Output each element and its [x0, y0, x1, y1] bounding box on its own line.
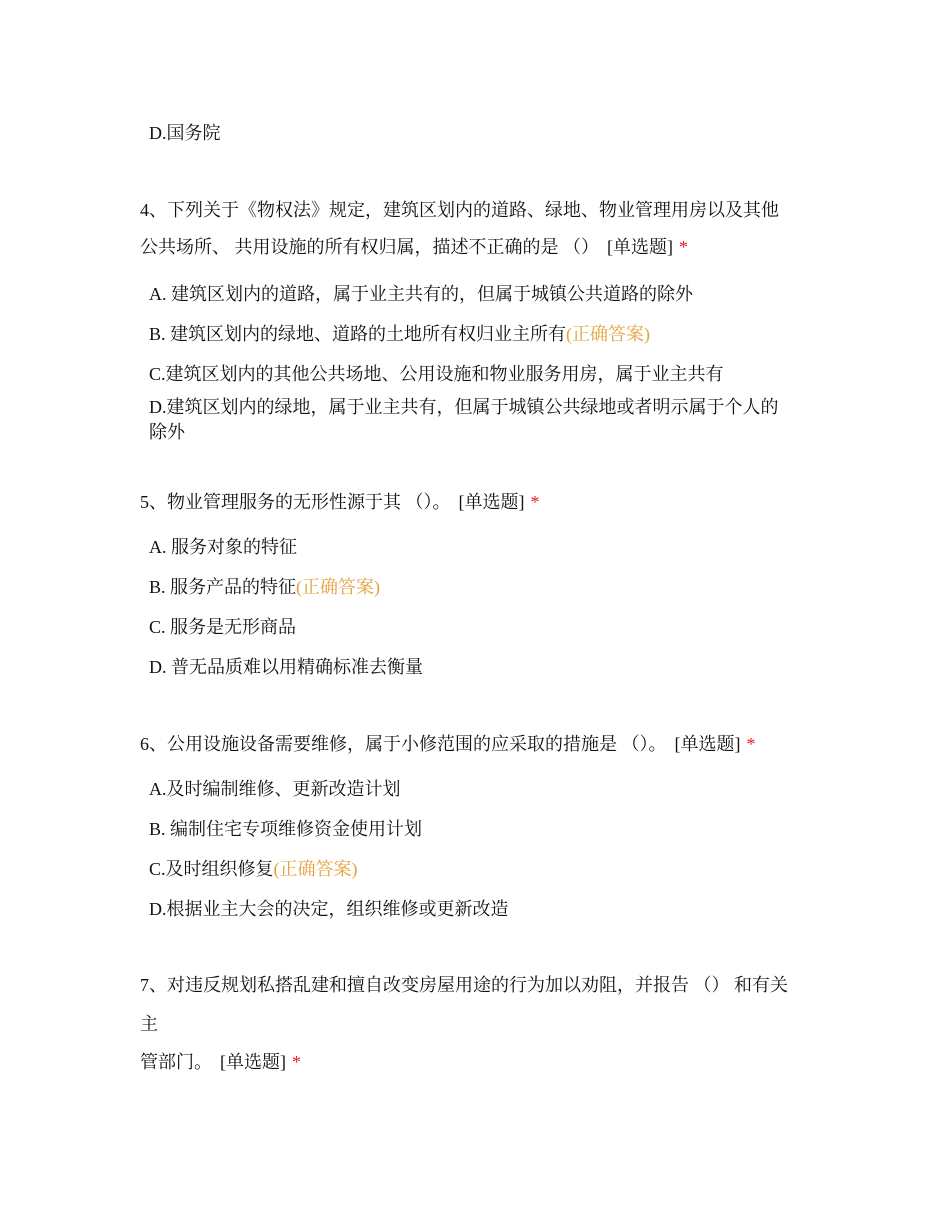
q6-option-c[interactable]: [149, 857, 358, 881]
q6-title: 6、公用设施设备需要维修，属于小修范围的应采取的措施是 （）。 [单选题] *: [140, 734, 756, 754]
required-marker: *: [292, 1052, 301, 1072]
q4-option-d[interactable]: [149, 395, 779, 419]
q4-option-c[interactable]: [149, 362, 724, 386]
correct-answer-tag: (正确答案): [273, 859, 358, 879]
option-label: D. 普无品质难以用精确标准去衡量: [149, 657, 423, 677]
option-label: D.国务院: [149, 123, 221, 143]
q6-option-d[interactable]: [149, 897, 509, 921]
correct-answer-tag: (正确答案): [296, 577, 381, 597]
required-marker: *: [530, 492, 540, 512]
option-label: C. 服务是无形商品: [149, 617, 297, 637]
q5-option-a[interactable]: [149, 535, 297, 559]
question-type: [单选题]: [607, 237, 673, 257]
q4-option-d-continued[interactable]: [149, 420, 185, 444]
option-label: A.及时编制维修、更新改造计划: [149, 779, 401, 799]
option-label: 除外: [149, 422, 185, 442]
q4-option-a[interactable]: [149, 282, 693, 306]
option-label: B. 服务产品的特征: [149, 577, 297, 597]
required-marker: *: [746, 734, 756, 754]
option-label: B. 编制住宅专项维修资金使用计划: [149, 819, 423, 839]
q6-option-b[interactable]: [149, 817, 422, 841]
q5-option-c[interactable]: [149, 615, 296, 639]
option-label: B. 建筑区划内的绿地、道路的土地所有权归业主所有: [149, 324, 567, 344]
option-label: C.及时组织修复: [149, 859, 274, 879]
q5-option-b[interactable]: [149, 575, 380, 599]
required-marker: *: [679, 237, 688, 257]
option-label: A. 建筑区划内的道路，属于业主共有的，但属于城镇公共道路的除外: [149, 284, 693, 304]
correct-answer-tag: (正确答案): [566, 324, 651, 344]
q5-title: 5、物业管理服务的无形性源于其 （）。 [单选题] *: [140, 492, 540, 512]
question-type: [单选题]: [220, 1052, 286, 1072]
question-type: [单选题]: [674, 734, 741, 754]
q6-option-a[interactable]: [149, 777, 401, 801]
q5-option-d[interactable]: [149, 655, 423, 679]
q4-title-line-1: 4、下列关于《物权法》规定，建筑区划内的道路、绿地、物业管理用房以及其他: [140, 200, 779, 220]
q3-option-d[interactable]: [149, 121, 221, 145]
q7-title-line-1: 7、对违反规划私搭乱建和擅自改变房屋用途的行为加以劝阻，并报告 （） 和有关: [140, 975, 788, 995]
option-label: A. 服务对象的特征: [149, 537, 297, 557]
option-label: C.建筑区划内的其他公共场地、公用设施和物业服务用房，属于业主共有: [149, 364, 724, 384]
q7-title-line-3: 管部门。 [单选题] *: [140, 1052, 301, 1072]
q4-option-b[interactable]: [149, 322, 650, 346]
question-type: [单选题]: [458, 492, 525, 512]
q7-title-line-2: 主: [140, 1014, 158, 1034]
option-label: D.根据业主大会的决定，组织维修或更新改造: [149, 899, 509, 919]
q4-title-line-2: 公共场所、 共用设施的所有权归属，描述不正确的是 （） [单选题] *: [140, 237, 688, 257]
option-label: D.建筑区划内的绿地，属于业主共有，但属于城镇公共绿地或者明示属于个人的: [149, 397, 779, 417]
